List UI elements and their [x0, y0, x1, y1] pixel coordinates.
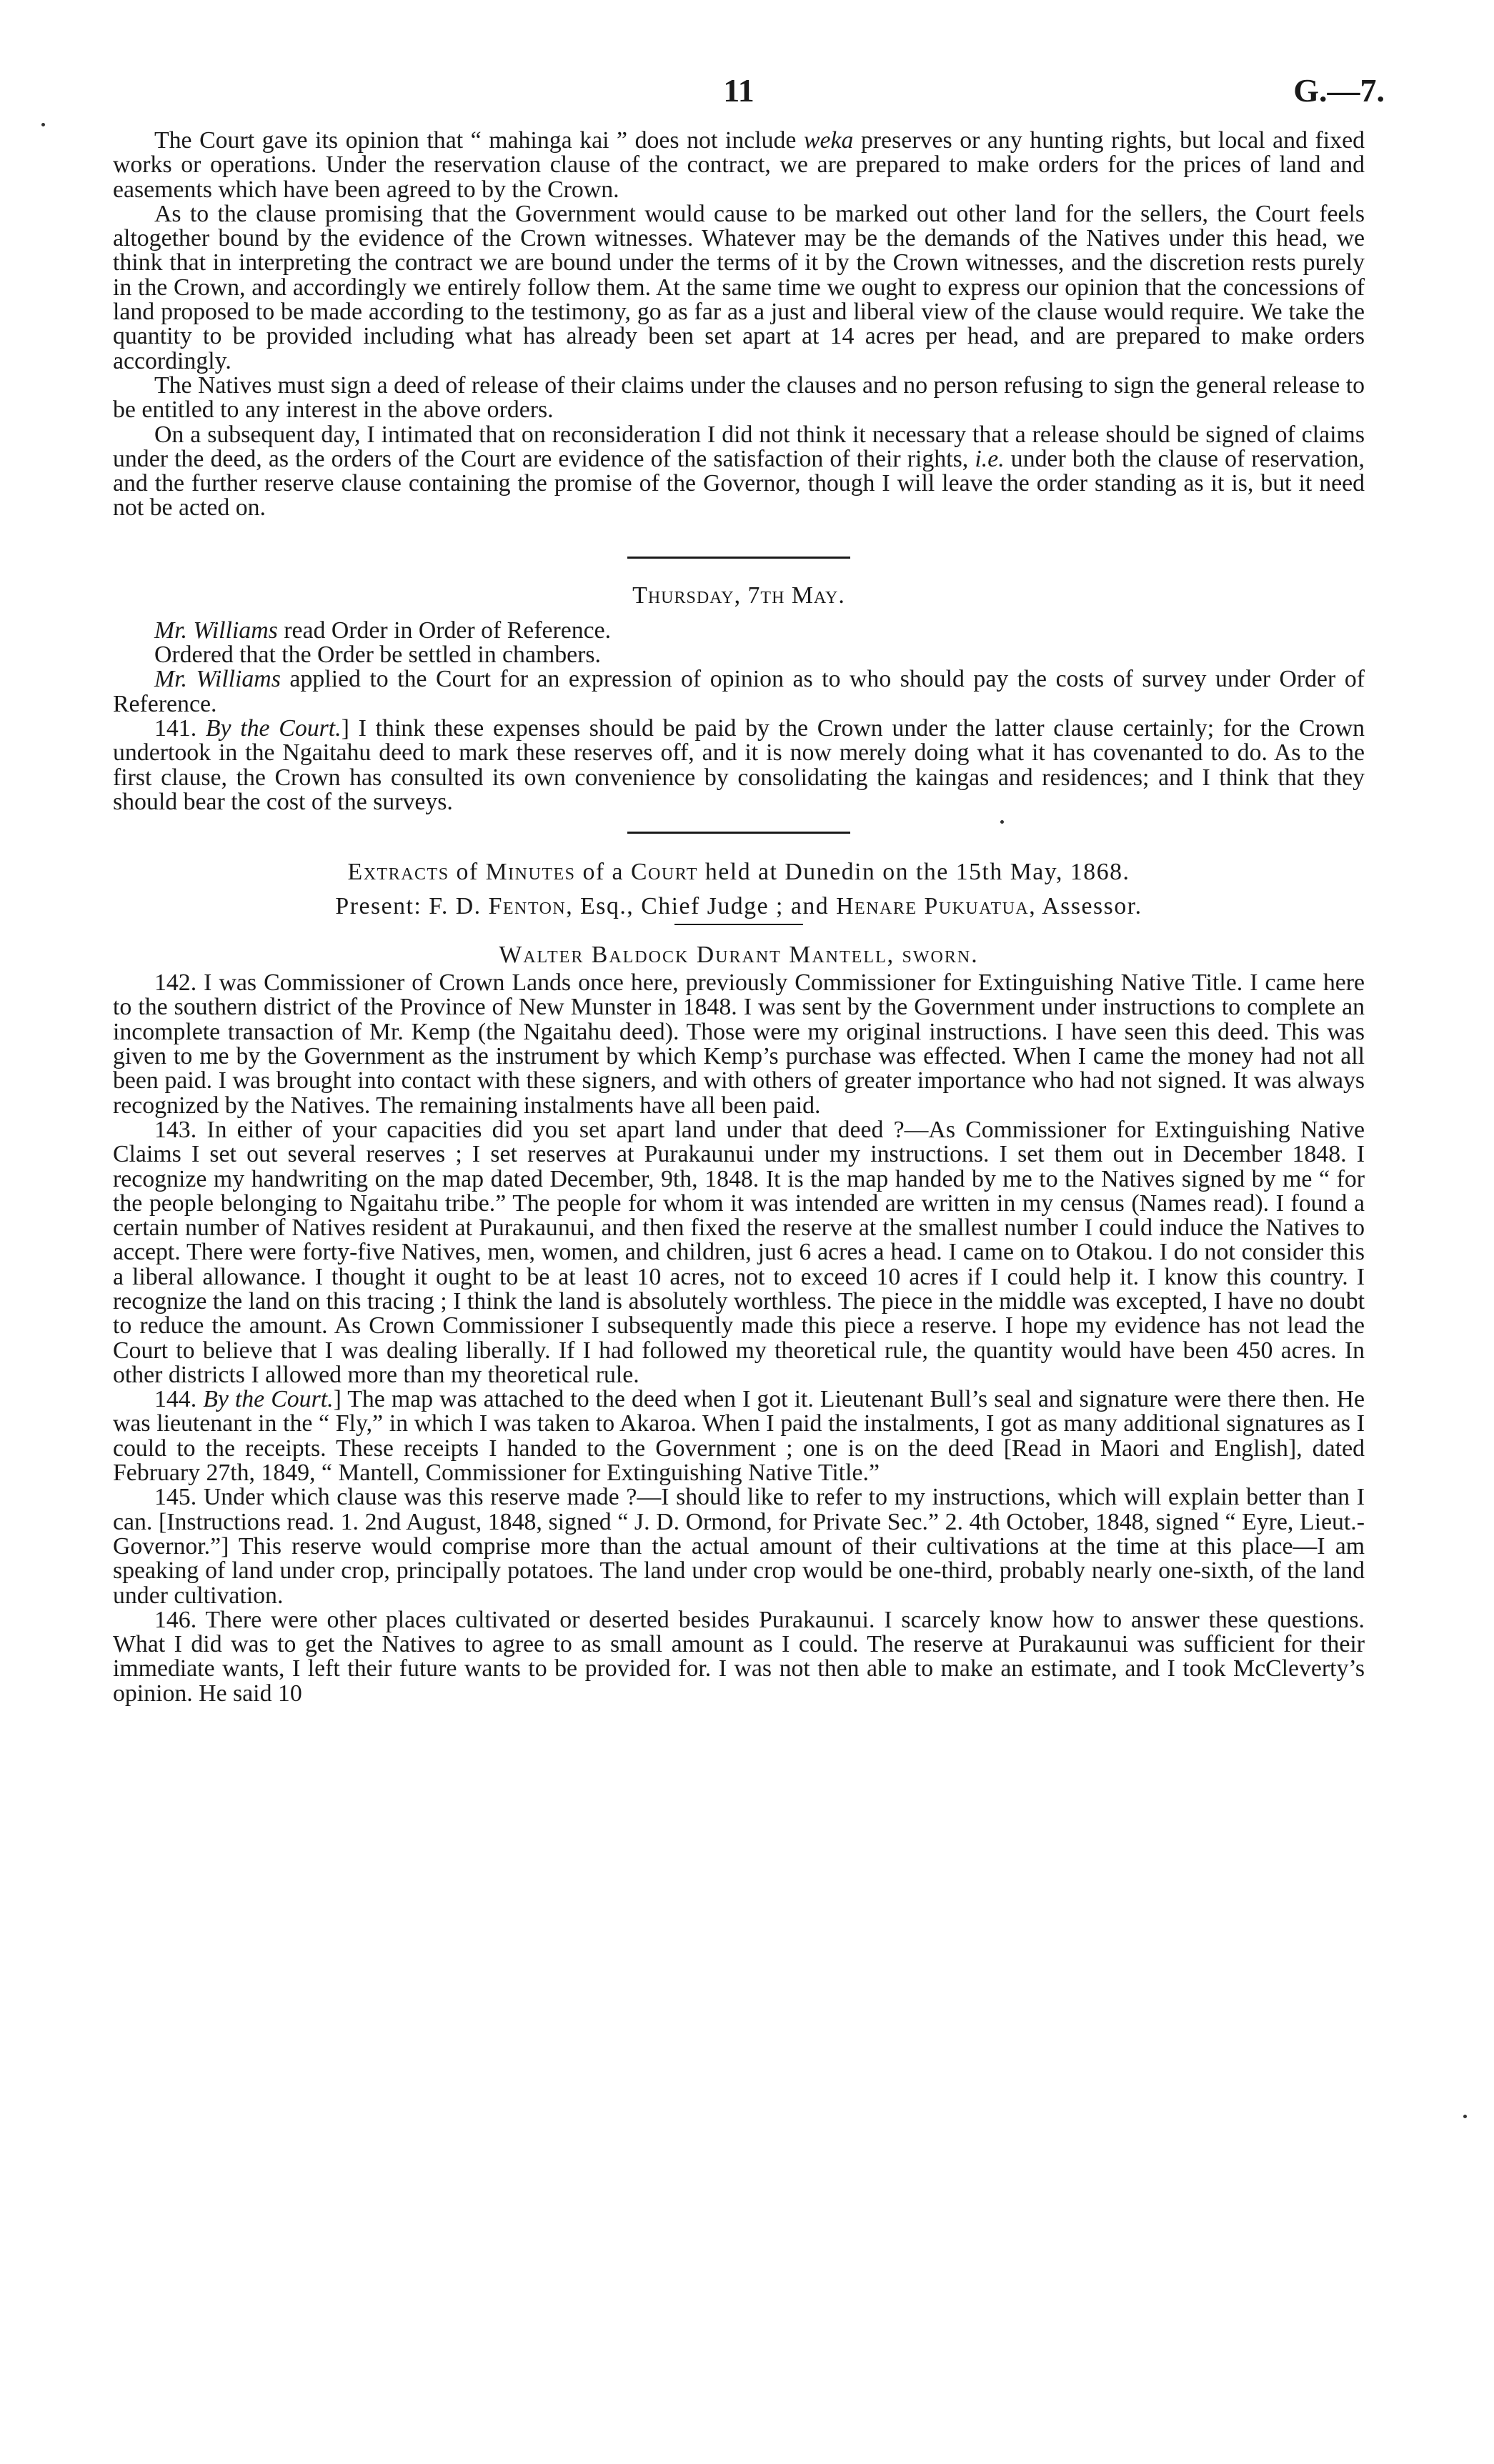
- running-head: [113, 71, 1385, 129]
- court-opinion-section: [113, 129, 1365, 521]
- document-reference: G.—7.: [1293, 72, 1385, 109]
- present-line: Present: F. D. Fenton, Esq., Chief Judge ; and Henare Pukuatua, Assessor.: [335, 893, 1142, 920]
- thursday-section: [113, 583, 1365, 814]
- paragraph: 142. I was Commissioner of Crown Lands once here, previously Commissioner for Extinguishing Native Title. I came here to the southern district of the Province of New Munster in 1848. I was sent by the Government under instructions to complete an incomplete transaction of Mr. Kemp (the Ngaitahu deed). Those were my original instructions. I have seen this deed. This was given to me by the Government as the instrument by which Kemp’s purchase was effected. When I came the money had not all been paid. I was brought into contact with these signers, and with others of greater importance who had not signed. It was always recognized by the Natives. The remaining instalments have all been paid.: [113, 969, 1365, 1119]
- date-heading: Thursday, 7th May.: [632, 582, 845, 609]
- paragraph: The Natives must sign a deed of release of their claims under the clauses and no person refusing to sign the general release to be entitled to any interest in the above orders.: [113, 371, 1365, 424]
- margin-mark: [41, 123, 45, 126]
- short-divider: [674, 924, 803, 925]
- paragraph: 145. Under which clause was this reserve made ?—I should like to refer to my instructions, which will explain better than I can. [Instructions read. 1. 2nd August, 1848, signed “ J. D. Ormond, for Private Sec.” 2. 4th October, 1848, signed “ Eyre, Lieut.-Governor.”] This reserve would comprise more than the actual amount of their cultivations at the time at this place—I am speaking of land under crop, principally potatoes. The land under crop would be one-third, probably nearly one-sixth, of the land under cultivation.: [113, 1484, 1365, 1609]
- paragraph: On a subsequent day, I intimated that on reconsideration I did not think it necessary that a release should be signed of claims under the deed, as the orders of the Court are evidence of the satisfaction of their rights, i.e. under both the clause of reservation, and the further reserve clause containing the promise of the Governor, though I will leave the order standing as it is, but it need not be acted on.: [113, 421, 1365, 522]
- dunedin-court-section: [113, 859, 1365, 1706]
- speaker-name: Mr. Williams: [154, 666, 281, 693]
- margin-mark: [1463, 2115, 1467, 2118]
- paragraph: Mr. Williams applied to the Court for an expression of opinion as to who should pay the costs of survey under Order of Reference.: [113, 666, 1365, 717]
- witness-heading: Walter Baldock Durant Mantell, sworn.: [499, 942, 979, 969]
- paragraph: 141. By the Court.] I think these expenses should be paid by the Crown under the latter clause certainly; for the Crown undertook in the Ngaitahu deed to mark these reserves off, and it is now merely doing what it has covenanted to do. As to the first clause, the Crown has consulted its own convenience by consolidating the kaingas and residences; and I think that they should bear the cost of the surveys.: [113, 714, 1365, 815]
- section-divider: [627, 832, 850, 834]
- speaker-name: Mr. Williams: [154, 617, 278, 644]
- page-number: 11: [723, 72, 755, 109]
- section-divider: [627, 557, 850, 559]
- document-page: [113, 71, 1385, 1707]
- paragraph: 146. There were other places cultivated or deserted besides Purakaunui. I scarcely know how to answer these questions. What I did was to get the Natives to agree to as small amount as I could. The reserve at Purakaunui was sufficient for their immediate wants, I left their future wants to be provided for. I was not then able to make an estimate, and I took McCleverty’s opinion. He said 10: [113, 1606, 1365, 1707]
- paragraph: As to the clause promising that the Government would cause to be marked out other land for the sellers, the Court feels altogether bound by the evidence of the Crown witnesses. Whatever may be the demands of the Natives under this head, we think that in interpreting the contract we are bound under the terms of it by the Crown witnesses, and the discretion rests purely in the Crown, and accordingly we entirely follow them. At the same time we ought to express our opinion that the concessions of land proposed to be made according to the testimony, go as far as a just and liberal view of the clause would require. We take the quantity to be provided including what has already been set apart at 14 acres per head, and are prepared to make orders accordingly.: [113, 200, 1365, 374]
- extracts-heading: Extracts of Minutes of a Court held at Dunedin on the 15th May, 1868.: [347, 859, 1130, 886]
- paragraph: 144. By the Court.] The map was attached to the deed when I got it. Lieutenant Bull’s seal and signature were there then. He was lieutenant in the “ Fly,” in which I was taken to Akaroa. When I paid the instalments, I got as many additional signatures as I could to the receipts. These receipts I handed to the Government ; one is on the deed [Read in Maori and English], dated February 27th, 1849, “ Mantell, Commissioner for Extinguishing Native Title.”: [113, 1386, 1365, 1487]
- paragraph: Mr. Williams read Order in Order of Reference.: [154, 617, 612, 644]
- paragraph: 143. In either of your capacities did you set apart land under that deed ?—As Commissioner for Extinguishing Native Claims I set out several reserves ; I set reserves at Purakaunui under my instructions. I set them out in December 1848. I recognize my handwriting on the map dated December, 9th, 1848. It is the map handed by me to the Natives signed by me “ for the people belonging to Ngaitahu tribe.” The people for whom it was intended are written in my census (Names read). I found a certain number of Natives resident at Purakaunui, and then fixed the reserve at the smallest number I could induce the Natives to accept. There were forty-five Natives, men, women, and children, just 6 acres a head. I came on to Otakou. I do not consider this a liberal allowance. I thought it ought to be at least 10 acres, not to exceed 10 acres if I could help it. I know this country. I recognize the land on this tracing ; I think the land is absolutely worthless. The piece in the middle was excepted, I have no doubt to reduce the amount. As Crown Commissioner I subsequently made this piece a reserve. I hope my evidence has not lead the Court to believe that I was dealing liberally. If I had followed my theoretical rule, the quantity would have been 450 acres. In other districts I allowed more than my theoretical rule.: [113, 1116, 1365, 1388]
- paragraph: Ordered that the Order be settled in chambers.: [154, 642, 601, 669]
- paragraph: The Court gave its opinion that “ mahinga kai ” does not include weka preserves or any hunting rights, but local and fixed works or operations. Under the reservation clause of the contract, we are prepared to make orders for the prices of land and easements which have been agreed to by the Crown.: [113, 127, 1365, 203]
